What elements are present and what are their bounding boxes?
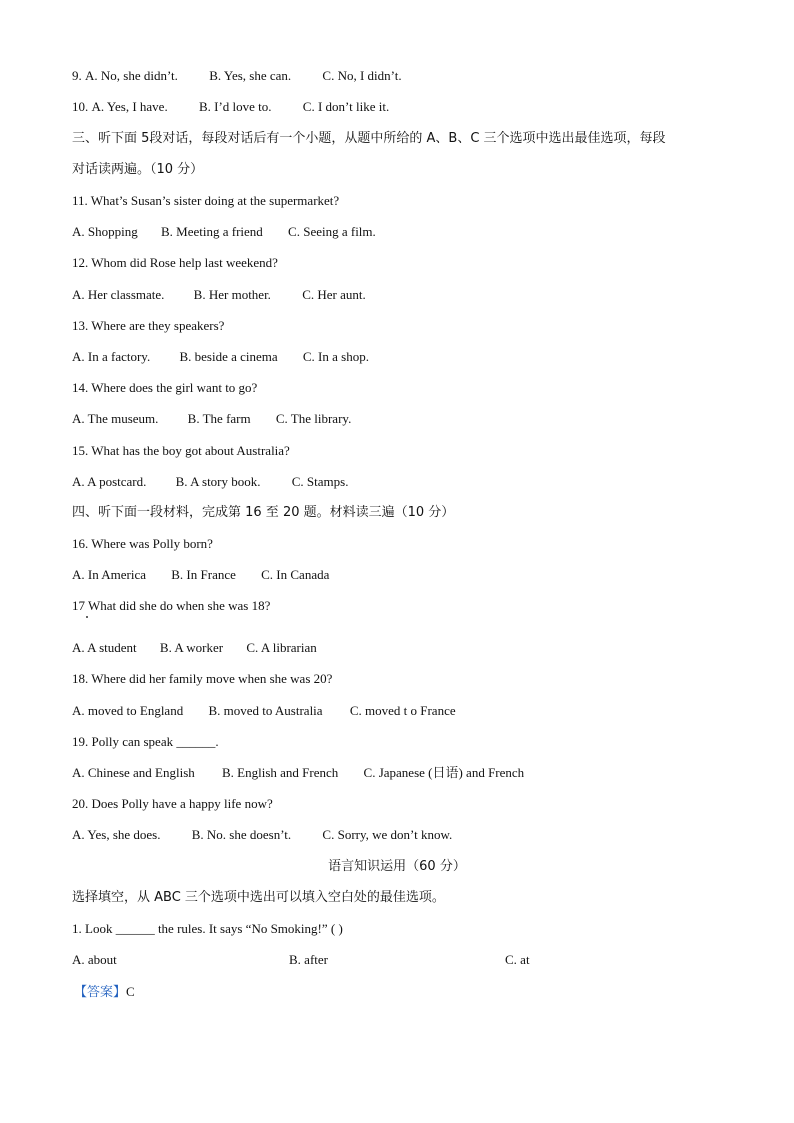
answer-value: C xyxy=(126,984,135,999)
question-9 xyxy=(72,67,402,85)
question-11-stem: 11. What’s Susan’s sister doing at the supermarket? xyxy=(72,193,340,208)
question-10 xyxy=(72,98,389,116)
q10-option-b: B. I’d love to. xyxy=(198,99,272,114)
q14-option-b: B. The farm xyxy=(187,411,251,426)
question-16-options xyxy=(72,566,329,584)
q18-option-c: C. moved t o France xyxy=(349,703,456,718)
q16-option-b: B. In France xyxy=(171,567,236,582)
question-1-stem: 1. Look ______ the rules. It says “No Smoking!” ( ) xyxy=(72,921,343,936)
q9-option-b: B. Yes, she can. xyxy=(209,68,292,83)
q1-option-c: C. at xyxy=(505,952,530,967)
question-15-options xyxy=(72,473,348,491)
question-13-stem: 13. Where are they speakers? xyxy=(72,318,225,333)
q12-option-b: B. Her mother. xyxy=(193,287,271,302)
q10-option-c: C. I don’t like it. xyxy=(302,99,390,114)
answer-line xyxy=(74,983,135,1002)
q17-option-b: B. A worker xyxy=(159,640,224,655)
q10-stem: 10. xyxy=(72,99,89,114)
question-16-stem: 16. Where was Polly born? xyxy=(72,536,213,551)
section-3-heading-line-2: 对话读两遍。（10 分） xyxy=(72,162,204,177)
q15-option-a: A. A postcard. xyxy=(72,474,147,489)
q13-option-b: B. beside a cinema xyxy=(179,349,278,364)
q11-option-c: C. Seeing a film. xyxy=(288,224,376,239)
part-2-title: 语言知识运用（60 分） xyxy=(328,859,466,874)
q1-option-a: A. about xyxy=(72,952,117,967)
q15-option-c: C. Stamps. xyxy=(291,474,349,489)
q20-option-c: C. Sorry, we don’t know. xyxy=(322,827,453,842)
question-13-options xyxy=(72,348,369,366)
question-12-options xyxy=(72,286,366,304)
q9-stem: 9. xyxy=(72,68,82,83)
q19-option-b: B. English and French xyxy=(222,765,339,780)
q14-option-c: C. The library. xyxy=(275,411,352,426)
q19-option-a: A. Chinese and English xyxy=(72,765,195,780)
question-17-stem: 17 What did she do when she was 18? xyxy=(72,598,271,613)
question-20-stem: 20. Does Polly have a happy life now? xyxy=(72,796,273,811)
q17-option-a: A. A student xyxy=(72,640,137,655)
q18-option-a: A. moved to England xyxy=(72,703,184,718)
question-19-options xyxy=(72,764,524,782)
question-15-stem: 15. What has the boy got about Australia? xyxy=(72,443,290,458)
q1-option-b: B. after xyxy=(289,952,328,967)
q19-option-c: C. Japanese (日语) and French xyxy=(363,765,525,780)
q10-option-a: A. Yes, I have. xyxy=(91,99,168,114)
q16-option-c: C. In Canada xyxy=(261,567,330,582)
question-14-options xyxy=(72,410,351,428)
q13-option-a: A. In a factory. xyxy=(72,349,151,364)
q13-option-c: C. In a shop. xyxy=(302,349,369,364)
question-19-stem: 19. Polly can speak ______. xyxy=(72,734,219,749)
stray-dot xyxy=(86,616,88,618)
q15-option-b: B. A story book. xyxy=(175,474,261,489)
q20-option-b: B. No. she doesn’t. xyxy=(191,827,292,842)
answer-tag: 【答案】 xyxy=(74,985,127,1000)
q11-option-b: B. Meeting a friend xyxy=(160,224,263,239)
section-3-heading-line-1: 三、听下面 5段对话，每段对话后有一个小题，从题中所给的 A、B、C 三个选项中选出最佳选项，每段 xyxy=(72,131,666,146)
section-4-heading: 四、听下面一段材料，完成第 16 至 20 题。材料读三遍（10 分） xyxy=(72,505,455,520)
question-20-options xyxy=(72,826,452,844)
question-12-stem: 12. Whom did Rose help last weekend? xyxy=(72,255,278,270)
question-11-options xyxy=(72,223,376,241)
q11-option-a: A. Shopping xyxy=(72,224,138,239)
q14-option-a: A. The museum. xyxy=(72,411,159,426)
question-14-stem: 14. Where does the girl want to go? xyxy=(72,380,258,395)
q18-option-b: B. moved to Australia xyxy=(208,703,323,718)
q12-option-a: A. Her classmate. xyxy=(72,287,165,302)
part-2-instruction: 选择填空，从 ABC 三个选项中选出可以填入空白处的最佳选项。 xyxy=(72,890,445,905)
question-18-options xyxy=(72,702,456,720)
q17-option-c: C. A librarian xyxy=(246,640,317,655)
q9-option-c: C. No, I didn’t. xyxy=(322,68,402,83)
q20-option-a: A. Yes, she does. xyxy=(72,827,161,842)
question-18-stem: 18. Where did her family move when she was 20? xyxy=(72,671,333,686)
q16-option-a: A. In America xyxy=(72,567,147,582)
question-17-options xyxy=(72,639,317,657)
q9-option-a: A. No, she didn’t. xyxy=(85,68,178,83)
q12-option-c: C. Her aunt. xyxy=(302,287,366,302)
